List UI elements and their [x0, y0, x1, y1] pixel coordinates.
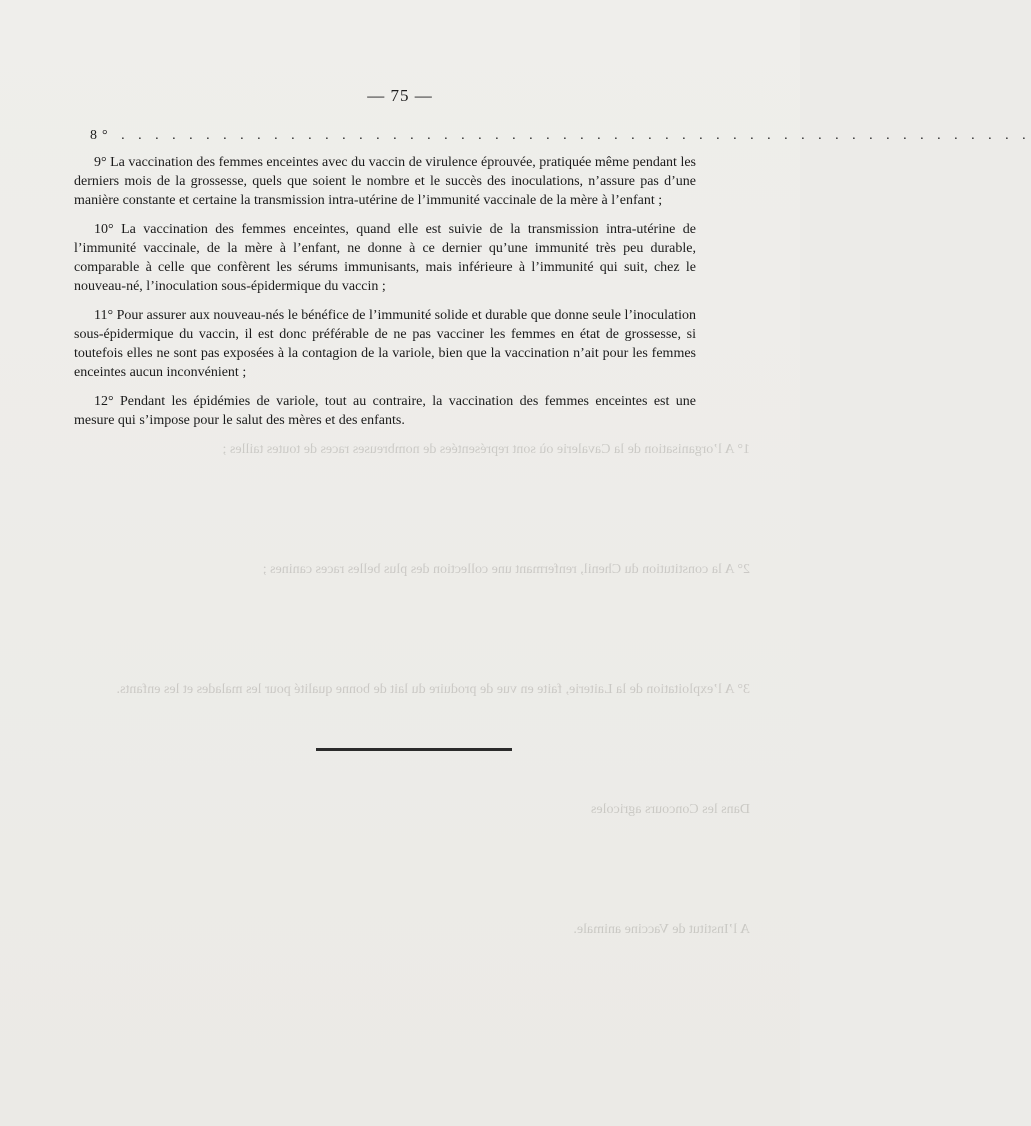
section-divider	[316, 748, 512, 751]
bleed-through-text: 1° A l’organisation de la Cavalerie où sont représentées de nombreuses races de toutes tailles ;	[222, 442, 750, 457]
elided-item-marker: 8° . . . . . . . . . . . . . . . . . . . . . . . . . . . . . . . . . . . . . . . . . . . . . . . . . . . . . .	[90, 128, 1031, 143]
bleed-through-text: 3° A l’exploitation de la Laiterie, faite en vue de produire du lait de bonne qualité pour les malades et les enfants.	[116, 682, 750, 697]
conclusion-paragraph-10: 10° La vaccination des femmes enceintes, quand elle est suivie de la transmission intra-utérine de l’immunité vaccinale, de la mère à l’enfant, ne donne à ce dernier qu’une immunité très peu durable, comparable à celle que confèrent les sérums immunisants, mais inférieure à l’immunité qui suit, chez le nouveau-né, l’inoculation sous-épidermique du vaccin ;	[74, 222, 696, 294]
bleed-through-text: A l’Institut de Vaccine animale.	[573, 922, 750, 937]
page-number: — 75 —	[367, 86, 433, 105]
bleed-through-text: Dans les Concours agricoles	[590, 802, 750, 817]
document-body	[74, 126, 1031, 440]
conclusion-paragraph-9: 9° La vaccination des femmes enceintes avec du vaccin de virulence éprouvée, pratiquée même pendant les derniers mois de la grossesse, quels que soient le nombre et le succès des inoculations, n’assure pas d’une manière constante et certaine la transmission intra-utérine de l’immunité vaccinale de la mère à l’enfant ;	[74, 155, 696, 208]
conclusion-paragraph-11: 11° Pour assurer aux nouveau-nés le bénéfice de l’immunité solide et durable que donne seule l’inoculation sous-épidermique du vaccin, il est donc préférable de ne pas vacciner les femmes en état de grossesse, si toutefois elles ne sont pas exposées à la contagion de la variole, bien que la vaccination n’ait pour les femmes enceintes aucun inconvénient ;	[74, 308, 696, 380]
bleed-through-text: 2° A la constitution du Chenil, renfermant une collection des plus belles races canines ;	[262, 562, 750, 577]
conclusion-paragraph-12: 12° Pendant les épidémies de variole, tout au contraire, la vaccination des femmes enceintes est une mesure qui s’impose pour le salut des mères et des enfants.	[74, 394, 696, 428]
